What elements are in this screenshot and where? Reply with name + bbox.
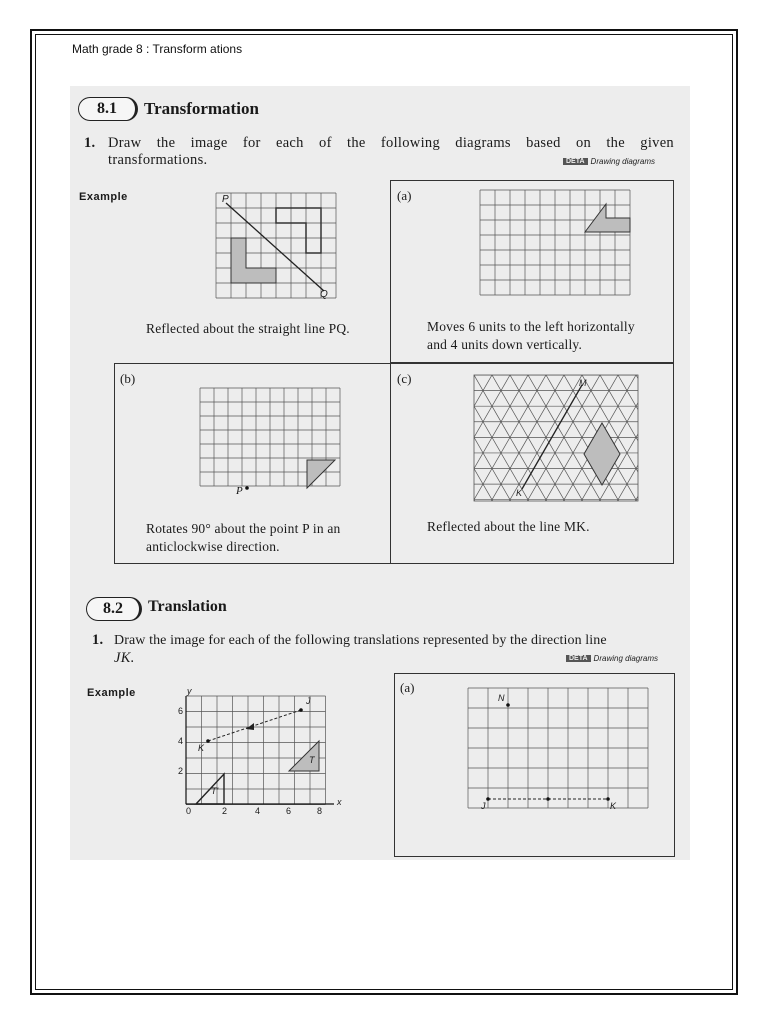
panel-b-label: (b) [120,371,136,386]
x-tick-0: 0 [186,806,192,816]
axis-x-label: x [337,797,342,807]
panel-c-triangle-grid [474,375,638,501]
panel-a-caption-line1: Moves 6 units to the left horizontally [427,319,635,334]
worksheet-header: Math grade 8 : Transform ations [72,42,243,56]
panel-c-point-k: K [516,488,523,498]
translation-point-k: K [610,801,617,811]
direction-arrowhead [246,723,254,730]
section-title: Transformation [144,99,259,118]
question-number-2: 1. [92,632,104,648]
panel-c-label: (c) [397,371,412,386]
section-number-badge: 8.1 [78,97,138,121]
panel-b-point-p: P [236,485,243,497]
example-shape-original [231,238,276,283]
question-text-line1: Draw the image for each of the following diagrams based on the given [108,135,674,151]
x-tick-2: 2 [222,806,228,816]
panel-b-point-p-dot [245,486,249,490]
question-2-text-line1: Draw the image for each of the following translations represented by the direction line [114,633,607,648]
tag-text: Drawing diagrams [590,157,656,166]
example-label-2: Example [87,687,136,699]
point-n-dot [506,703,510,707]
panel-c-rhombus [584,423,620,485]
question-number: 1. [84,135,96,151]
example-shape-image [276,208,321,253]
panel-a-shape [585,204,630,232]
y-tick-2: 2 [178,766,184,776]
translation-panel-a-label: (a) [400,680,415,695]
question-2-text-line2: JK. [114,650,135,666]
tag-box: DETA [563,158,588,165]
shape-t-image-label: T' [211,786,219,796]
question-text-line2: transformations. [108,152,208,168]
example-label: Example [79,191,128,203]
y-tick-4: 4 [178,736,184,746]
x-tick-6: 6 [286,806,292,816]
panel-c-point-m: M [579,378,587,388]
tag-box-2: DETA [566,655,591,662]
y-tick-6: 6 [178,706,184,716]
translation-panel-a-grid [468,688,648,818]
panel-b-grid [200,388,350,500]
drawing-diagrams-tag-2 [566,654,658,663]
panel-b-triangle [307,460,335,488]
translation-example-grid [186,696,336,806]
example-point-k: K [198,743,205,753]
tag-text-2: Drawing diagrams [593,654,659,663]
panel-b-caption-line1: Rotates 90° about the point P in an [146,521,341,536]
panel-c-caption: Reflected about the line MK. [427,519,590,534]
section-title-2: Translation [148,598,227,615]
shape-t-label: T [309,755,315,765]
panel-b-caption-line2: anticlockwise direction. [146,539,280,554]
example-reflection-grid [216,193,336,303]
x-tick-4: 4 [255,806,261,816]
panel-a-label: (a) [397,188,412,203]
translation-point-j: J [481,801,486,811]
panel-a-grid [480,190,630,302]
direction-line-jk [208,710,301,741]
x-tick-8: 8 [317,806,323,816]
panel-a-caption-line2: and 4 units down vertically. [427,337,583,352]
example-caption: Reflected about the straight line PQ. [146,321,350,336]
translation-point-n: N [498,693,505,703]
example-point-q: Q [320,289,328,300]
example-point-j: J [306,696,311,706]
axis-y-label: y [187,686,192,696]
section-number-badge-2: 8.2 [86,597,142,621]
example-point-p: P [222,194,229,205]
drawing-diagrams-tag [563,157,655,166]
